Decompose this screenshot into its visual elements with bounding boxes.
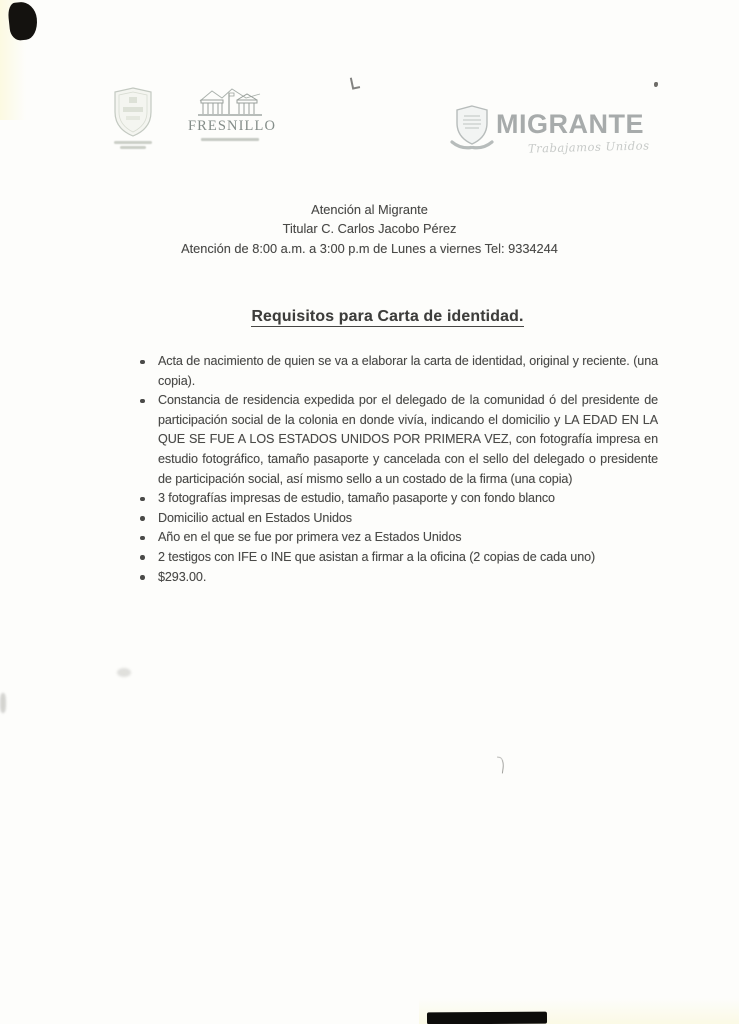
- scan-artifact-top-left: [7, 1, 39, 42]
- fresnillo-logo: [188, 87, 277, 141]
- requirements-list: [137, 352, 658, 587]
- crest-caption-line: [114, 141, 152, 144]
- coat-of-arms-icon: [110, 86, 156, 138]
- requirement-item: 3 fotografías impresas de estudio, tamaño pasaporte y con fondo blanco: [137, 489, 658, 509]
- fresnillo-tagline-bar: [201, 138, 259, 141]
- requirement-item: Constancia de residencia expedida por el delegado de la comunidad ó del presidente de participación social de la colonia en donde vivía, indicando el domicilio y LA EDAD EN LA QUE SE FUE A LOS ESTADOS UNIDOS POR PRIMERA VEZ, con fotografía impresa en estudio fotográfico, tamaño pasaporte y cancelada con el sello del delegado o presidente de participación social, así mismo sello a un costado de la firma (una copia): [137, 391, 658, 489]
- scan-smudge: [117, 668, 131, 677]
- fresnillo-wordmark: FRESNILLO: [188, 118, 277, 134]
- colonnade-building-icon: [188, 87, 272, 117]
- shield-hands-icon: [450, 103, 494, 151]
- contact-block: [0, 200, 739, 258]
- document-title: Requisitos para Carta de identidad.: [251, 308, 524, 325]
- scan-artifact-bottom-bar: [427, 1012, 547, 1024]
- migrante-tagline: Trabajamos Unidos: [527, 138, 650, 156]
- requirement-item: $293.00.: [137, 568, 658, 588]
- scan-speck: [654, 82, 658, 87]
- requirement-item: Domicilio actual en Estados Unidos: [137, 509, 658, 529]
- migrante-wordmark: MIGRANTE: [496, 109, 644, 139]
- fresnillo-coat-of-arms: [110, 86, 156, 149]
- requirement-item: Año en el que se fue por primera vez a Estados Unidos: [137, 528, 658, 548]
- office-holder: Titular C. Carlos Jacobo Pérez: [282, 221, 457, 237]
- requirement-item: Acta de nacimiento de quien se va a elaborar la carta de identidad, original y reciente. (una copia).: [137, 352, 658, 391]
- office-hours-phone: Atención de 8:00 a.m. a 3:00 p.m de Lunes a viernes Tel: 9334244: [181, 240, 558, 256]
- requirement-item: 2 testigos con IFE o INE que asistan a firmar a la oficina (2 copias de cada uno): [137, 548, 658, 568]
- office-name: Atención al Migrante: [311, 202, 428, 217]
- scan-smudge: [0, 693, 6, 713]
- crest-caption-line: [120, 146, 146, 149]
- scan-smudge: [495, 757, 505, 774]
- scan-speck: [350, 76, 360, 89]
